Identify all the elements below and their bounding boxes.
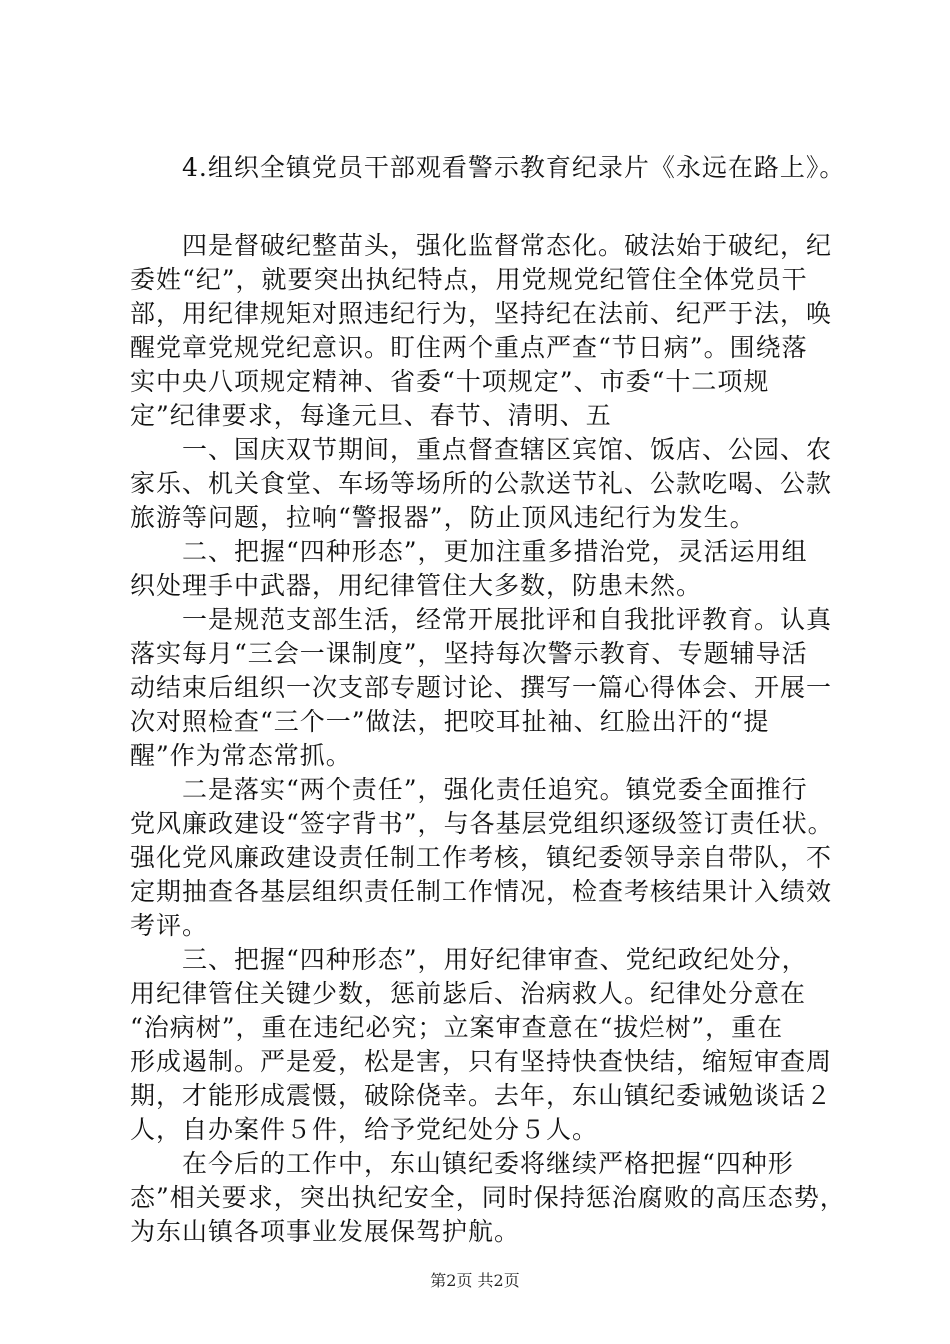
- text-line: 在今后的工作中，东山镇纪委将继续严格把握“四种形: [130, 1149, 794, 1178]
- text-line: 人，自办案件５件，给予党纪处分５人。: [130, 1115, 599, 1144]
- text-line: 强化党风廉政建设责任制工作考核，镇纪委领导亲自带队，不: [130, 843, 833, 872]
- text-line: 四是督破纪整苗头，强化监督常态化。破法始于破纪，纪: [130, 231, 833, 260]
- text-line: 4.组织全镇党员干部观看警示教育纪录片《永远在路上》。: [130, 153, 846, 182]
- text-line: “治病树”，重在违纪必究；立案审查意在“拔烂树”，重在: [130, 1013, 784, 1042]
- text-line: 旅游等问题，拉响“警报器”，防止顶风违纪行为发生。: [130, 503, 756, 532]
- text-line: 二、把握“四种形态”，更加注重多措治党，灵活运用组: [130, 537, 808, 566]
- text-line: 定”纪律要求，每逢元旦、春节、清明、五: [130, 401, 612, 430]
- text-line: 家乐、机关食堂、车场等场所的公款送节礼、公款吃喝、公款: [130, 469, 833, 498]
- text-line: 党风廉政建设“签字背书”，与各基层党组织逐级签订责任状。: [130, 809, 834, 838]
- text-line: 委姓“纪”，就要突出执纪特点，用党规党纪管住全体党员干: [130, 265, 808, 294]
- text-line: 落实每月“三会一课制度”，坚持每次警示教育、专题辅导活: [130, 639, 808, 668]
- text-line: 一是规范支部生活，经常开展批评和自我批评教育。认真: [130, 605, 833, 634]
- text-line: 期，才能形成震慑，破除侥幸。去年，东山镇纪委诫勉谈话２: [130, 1081, 833, 1110]
- page-footer: 第2页 共2页: [430, 1271, 520, 1290]
- text-line: 态”相关要求，突出执纪安全，同时保持惩治腐败的高压态势，: [130, 1183, 846, 1212]
- text-line: 织处理手中武器，用纪律管住大多数，防患未然。: [130, 571, 703, 600]
- text-line: 醒党章党规党纪意识。盯住两个重点严查“节日病”。围绕落: [130, 333, 808, 362]
- text-line: 形成遏制。严是爱，松是害，只有坚持快查快结，缩短审查周: [130, 1047, 833, 1076]
- text-line: 实中央八项规定精神、省委“十项规定”、市委“十二项规: [130, 367, 770, 396]
- text-line: 部，用纪律规矩对照违纪行为，坚持纪在法前、纪严于法，唤: [130, 299, 833, 328]
- text-line: 动结束后组织一次支部专题讨论、撰写一篇心得体会、开展一: [130, 673, 833, 702]
- text-line: 三、把握“四种形态”，用好纪律审查、党纪政纪处分，: [130, 945, 808, 974]
- text-line: 醒”作为常态常抓。: [130, 741, 352, 770]
- text-line: 考评。: [130, 911, 209, 940]
- text-line: 为东山镇各项事业发展保驾护航。: [130, 1217, 521, 1246]
- text-line: 次对照检查“三个一”做法，把咬耳扯袖、红脸出汗的“提: [130, 707, 770, 736]
- text-line: 一、国庆双节期间，重点督查辖区宾馆、饭店、公园、农: [130, 435, 833, 464]
- text-line: 二是落实“两个责任”，强化责任追究。镇党委全面推行: [130, 775, 808, 804]
- text-line: 定期抽查各基层组织责任制工作情况，检查考核结果计入绩效: [130, 877, 833, 906]
- text-line: 用纪律管住关键少数，惩前毖后、治病救人。纪律处分意在: [130, 979, 807, 1008]
